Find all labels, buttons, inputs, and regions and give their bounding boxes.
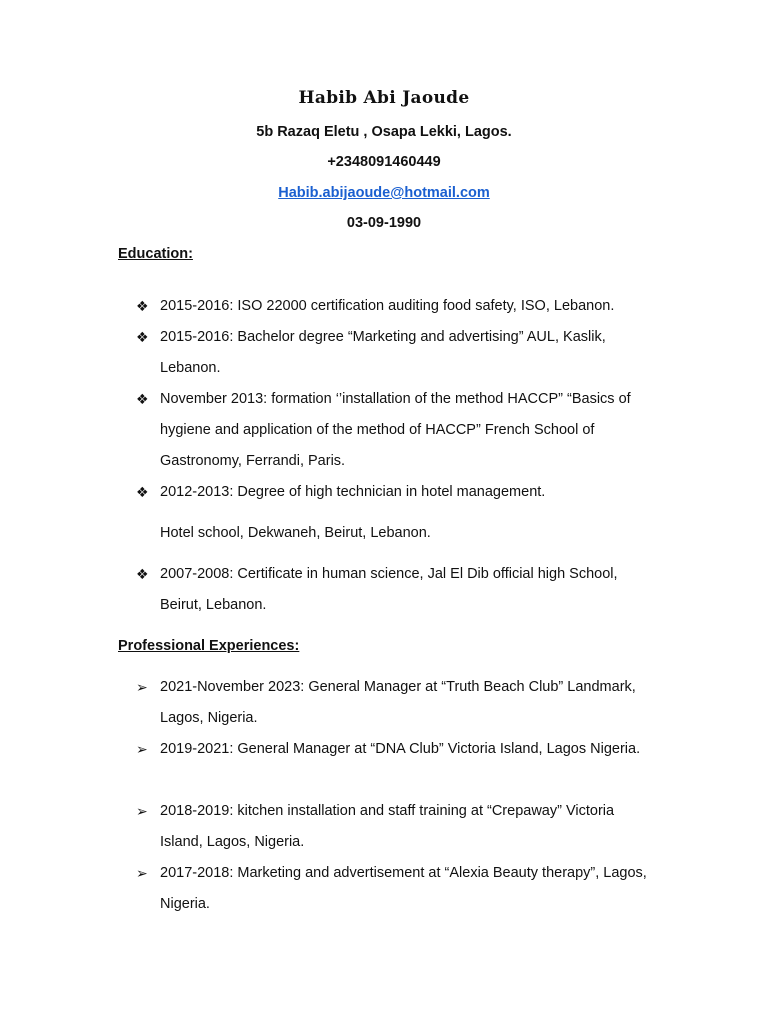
experience-item-text: 2019-2021: General Manager at “DNA Club” Victoria Island, Lagos Nigeria. [160, 741, 641, 757]
education-item-text: 2012-2013: Degree of high technician in hotel management. [160, 484, 546, 500]
education-item [136, 384, 660, 477]
education-heading: Education: [118, 246, 193, 262]
education-item-text: November 2013: formation ‘’installation of the method HACCP” “Basics of hygiene and application of the method of HACCP” French School of Gastronomy, Ferrandi, Paris. [160, 391, 631, 469]
experience-item [136, 858, 660, 920]
experience-item-text: 2017-2018: Marketing and advertisement at “Alexia Beauty therapy”, Lagos, Nigeria. [160, 865, 647, 912]
experience-item [136, 672, 660, 734]
arrow-bullet-icon: ➢ [136, 803, 148, 819]
education-item [136, 477, 660, 508]
diamond-bullet-icon: ❖ [136, 566, 149, 582]
arrow-bullet-icon: ➢ [136, 741, 148, 757]
education-item [136, 322, 660, 384]
education-item-text: 2015-2016: Bachelor degree “Marketing and advertising” AUL, Kaslik, Lebanon. [160, 329, 606, 376]
email-text[interactable]: Habib.abijaoude@hotmail.com [278, 185, 490, 201]
education-item [136, 291, 660, 322]
arrow-bullet-icon: ➢ [136, 865, 148, 881]
experience-item [136, 796, 660, 858]
address: 5b Razaq Eletu , Osapa Lekki, Lagos. [256, 124, 512, 140]
experience-item-text: 2018-2019: kitchen installation and staff training at “Crepaway” Victoria Island, Lagos, Nigeria. [160, 803, 615, 850]
arrow-bullet-icon: ➢ [136, 679, 148, 695]
diamond-bullet-icon: ❖ [136, 329, 149, 345]
experience-heading: Professional Experiences: [118, 638, 300, 654]
experience-item-text: 2021-November 2023: General Manager at “Truth Beach Club” Landmark, Lagos, Nigeria. [160, 679, 636, 726]
experience-item [136, 734, 660, 765]
diamond-bullet-icon: ❖ [136, 484, 149, 500]
phone-number: +2348091460449 [327, 154, 441, 170]
education-item-text: 2007-2008: Certificate in human science, Jal El Dib official high School, Beirut, Lebanon. [160, 566, 618, 613]
education-item-text: 2015-2016: ISO 22000 certification auditing food safety, ISO, Lebanon. [160, 298, 615, 314]
diamond-bullet-icon: ❖ [136, 298, 149, 314]
date-of-birth: 03-09-1990 [346, 215, 422, 231]
email-link[interactable] [0, 185, 768, 201]
diamond-bullet-icon: ❖ [136, 391, 149, 407]
candidate-name: Habib Abi Jaoude [298, 88, 470, 108]
education-item [136, 559, 660, 621]
education-item-note: Hotel school, Dekwaneh, Beirut, Lebanon. [160, 525, 431, 541]
